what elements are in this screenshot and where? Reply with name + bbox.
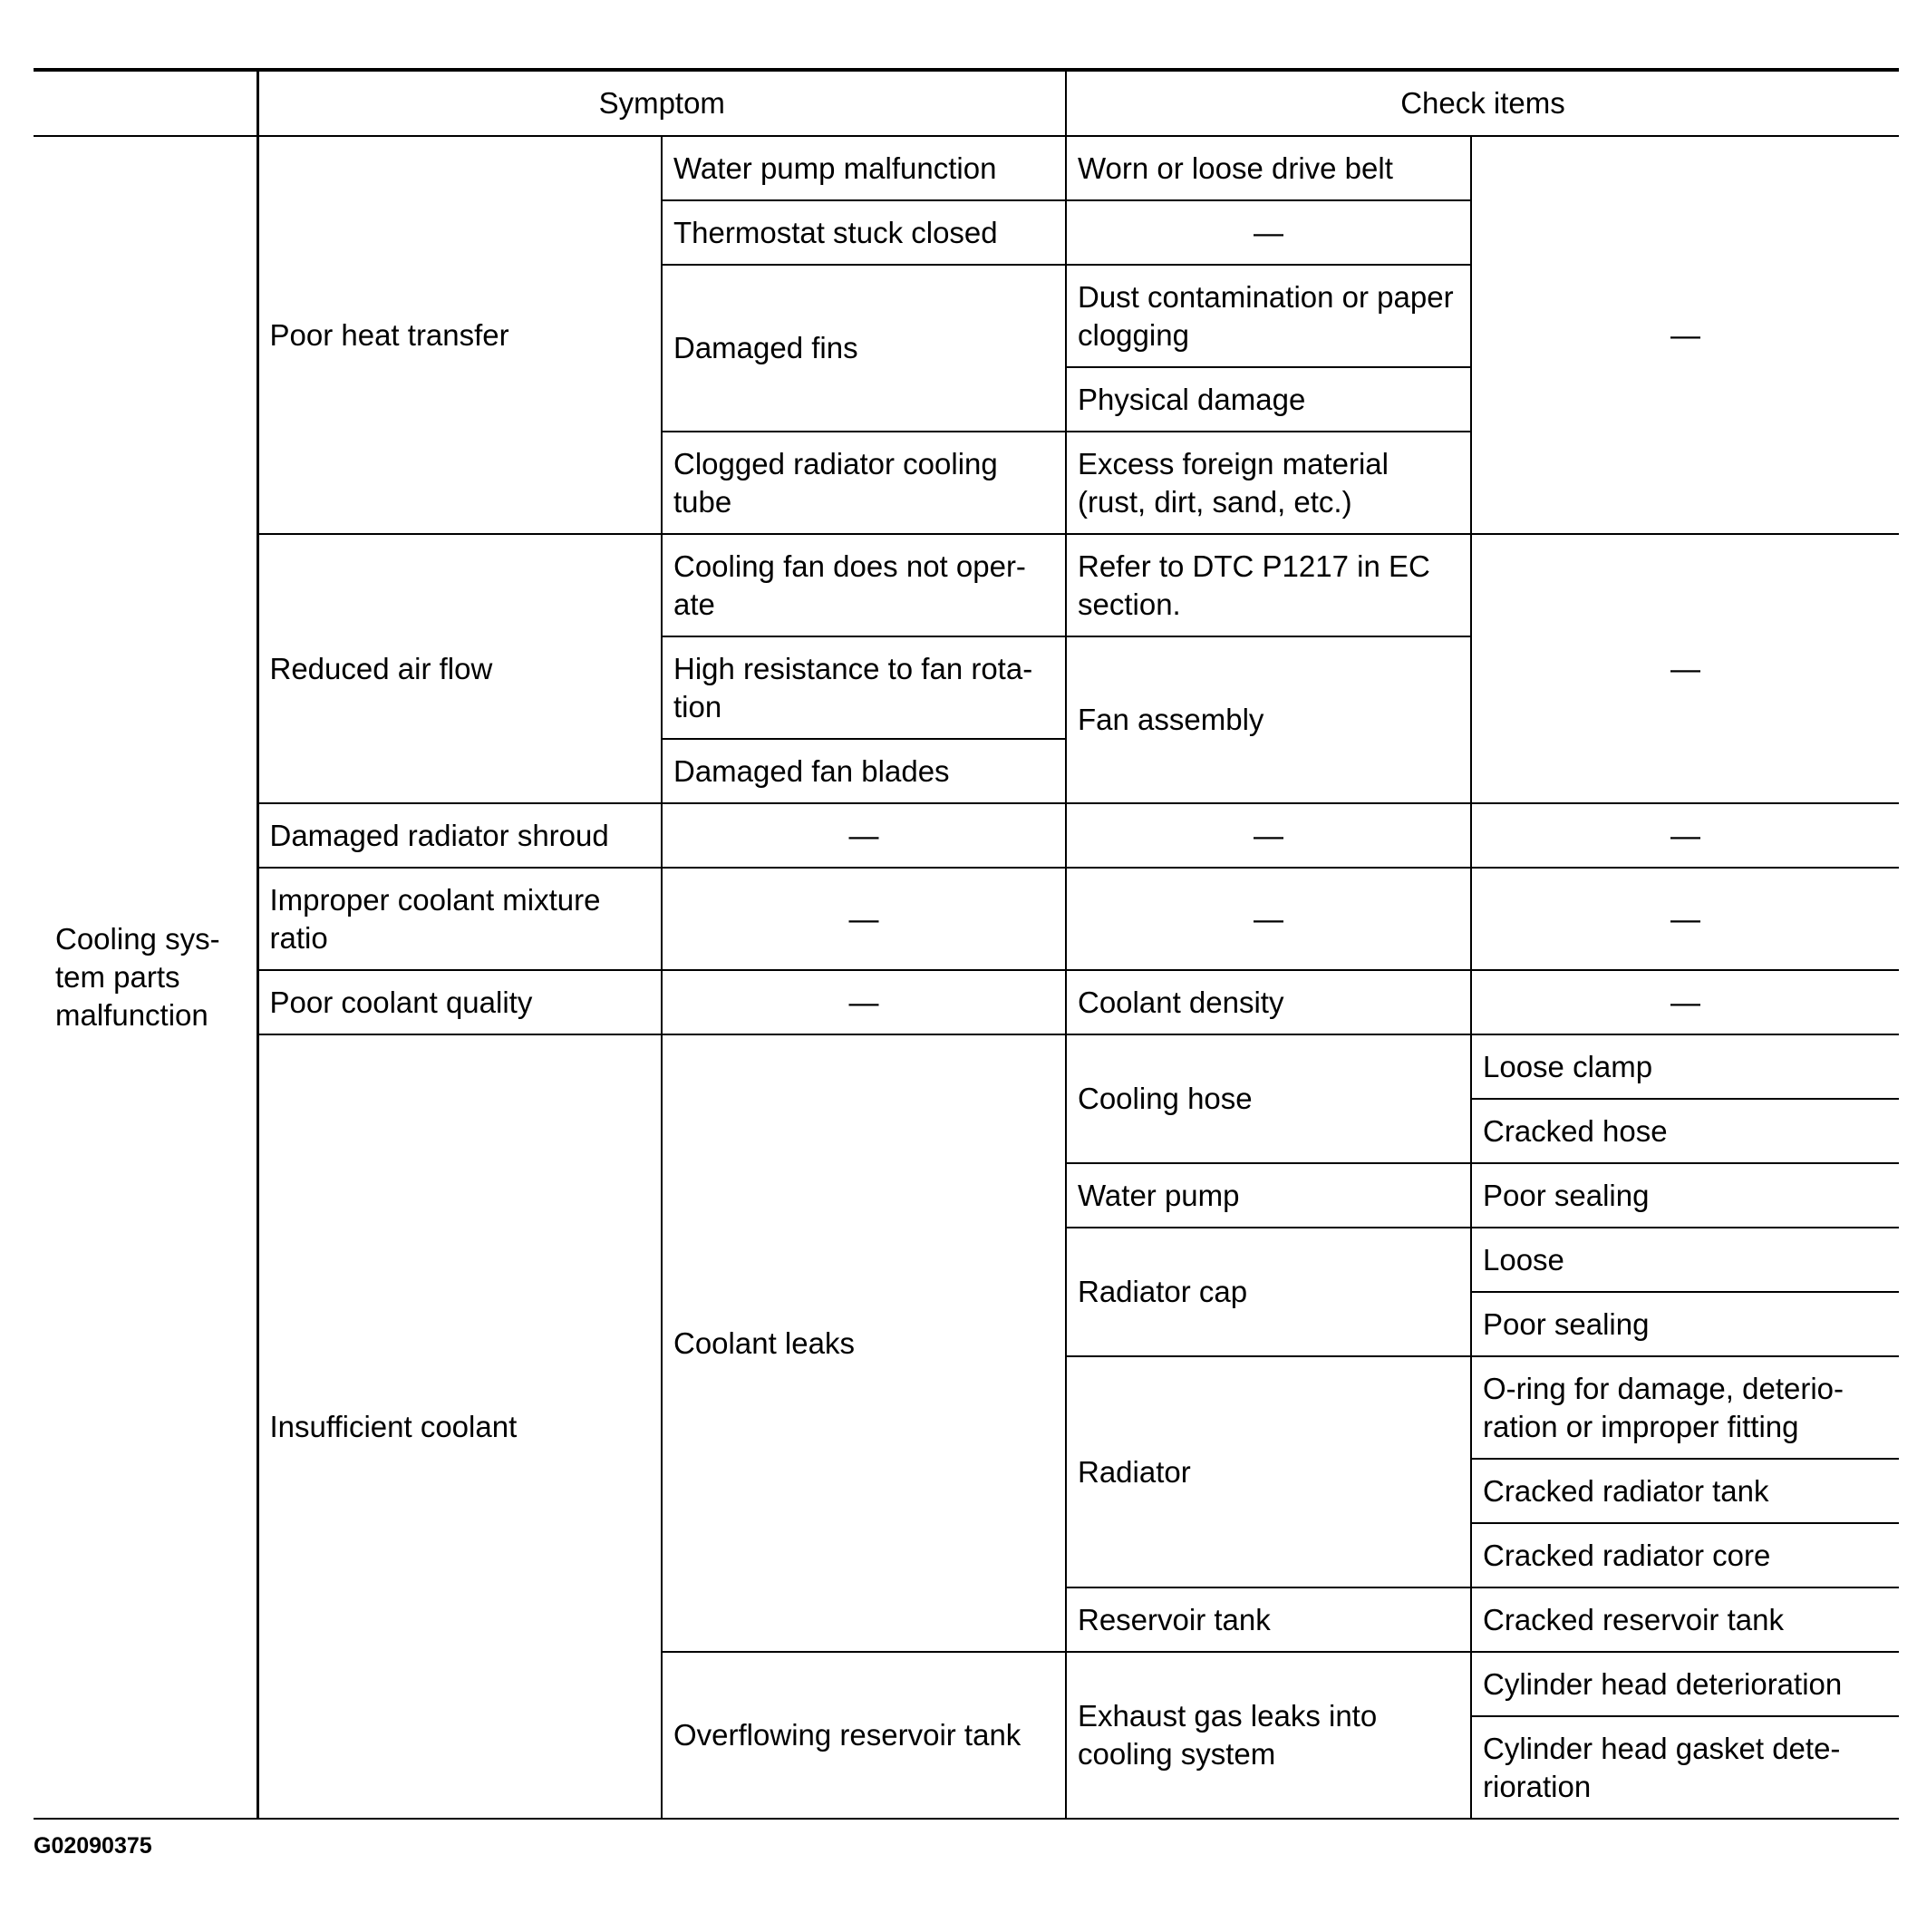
check-cell: — [1066,200,1471,265]
detail-cell: — [1471,868,1899,970]
detail-cracked-core: Cracked radiator core [1471,1523,1899,1587]
check-cooling-hose: Cooling hose [1066,1034,1471,1163]
cause-cell: — [662,803,1066,868]
detail-cracked-reservoir: Cracked reservoir tank [1471,1587,1899,1652]
check-water-pump: Water pump [1066,1163,1471,1228]
detail-cell: — [1471,534,1899,803]
check-radiator: Radiator [1066,1356,1471,1587]
detail-cracked-hose: Cracked hose [1471,1099,1899,1163]
detail-cell: — [1471,970,1899,1034]
cause-cell: High resistance to fan rota-tion [662,636,1066,739]
table-row [34,534,1899,636]
detail-head-deterioration: Cylinder head deterioration [1471,1652,1899,1716]
header-row [34,70,1899,136]
table-row [34,136,1899,200]
table-row [34,1034,1899,1099]
header-blank [34,70,257,136]
symptom-damaged-shroud: Damaged radiator shroud [257,803,662,868]
detail-loose-clamp: Loose clamp [1471,1034,1899,1099]
symptom-improper-mixture: Improper coolant mixture ratio [257,868,662,970]
cause-cell: Damaged fins [662,265,1066,432]
header-check-items: Check items [1066,70,1899,136]
table-row [34,868,1899,970]
cause-cell: Clogged radiator cooling tube [662,432,1066,534]
troubleshooting-table-wrap [34,68,1899,1820]
symptom-poor-heat-transfer: Poor heat transfer [257,136,662,534]
check-cell: Coolant density [1066,970,1471,1034]
cause-cell: — [662,970,1066,1034]
cause-cell: Damaged fan blades [662,739,1066,803]
detail-cracked-tank: Cracked radiator tank [1471,1459,1899,1523]
check-cell: — [1066,803,1471,868]
check-cell: Fan assembly [1066,636,1471,803]
check-radiator-cap: Radiator cap [1066,1228,1471,1356]
check-reservoir-tank: Reservoir tank [1066,1587,1471,1652]
detail-poor-sealing: Poor sealing [1471,1292,1899,1356]
cause-cell: Water pump malfunction [662,136,1066,200]
cause-cell: Cooling fan does not oper-ate [662,534,1066,636]
check-cell: Physical damage [1066,367,1471,432]
category-cell: Cooling sys- tem parts malfunction [34,136,257,1819]
detail-cell: — [1471,803,1899,868]
cause-coolant-leaks: Coolant leaks [662,1034,1066,1652]
troubleshooting-table [34,68,1899,1820]
check-cell: Refer to DTC P1217 in EC section. [1066,534,1471,636]
detail-poor-sealing: Poor sealing [1471,1163,1899,1228]
detail-gasket-deterioration: Cylinder head gasket dete-rioration [1471,1716,1899,1819]
detail-loose: Loose [1471,1228,1899,1292]
check-cell: Dust contamination or paper clogging [1066,265,1471,367]
table-row [34,970,1899,1034]
detail-cell: — [1471,136,1899,534]
check-exhaust-leaks: Exhaust gas leaks into cooling system [1066,1652,1471,1819]
cause-cell: — [662,868,1066,970]
symptom-insufficient-coolant: Insufficient coolant [257,1034,662,1819]
check-cell: Worn or loose drive belt [1066,136,1471,200]
symptom-poor-quality: Poor coolant quality [257,970,662,1034]
check-cell: — [1066,868,1471,970]
cause-cell: Thermostat stuck closed [662,200,1066,265]
cause-overflowing: Overflowing reservoir tank [662,1652,1066,1819]
check-cell: Excess foreign material (rust, dirt, sand, etc.) [1066,432,1471,534]
figure-id: G02090375 [34,1833,152,1859]
table-row [34,803,1899,868]
symptom-reduced-air-flow: Reduced air flow [257,534,662,803]
header-symptom: Symptom [257,70,1066,136]
detail-oring: O-ring for damage, deterio-ration or improper fitting [1471,1356,1899,1459]
